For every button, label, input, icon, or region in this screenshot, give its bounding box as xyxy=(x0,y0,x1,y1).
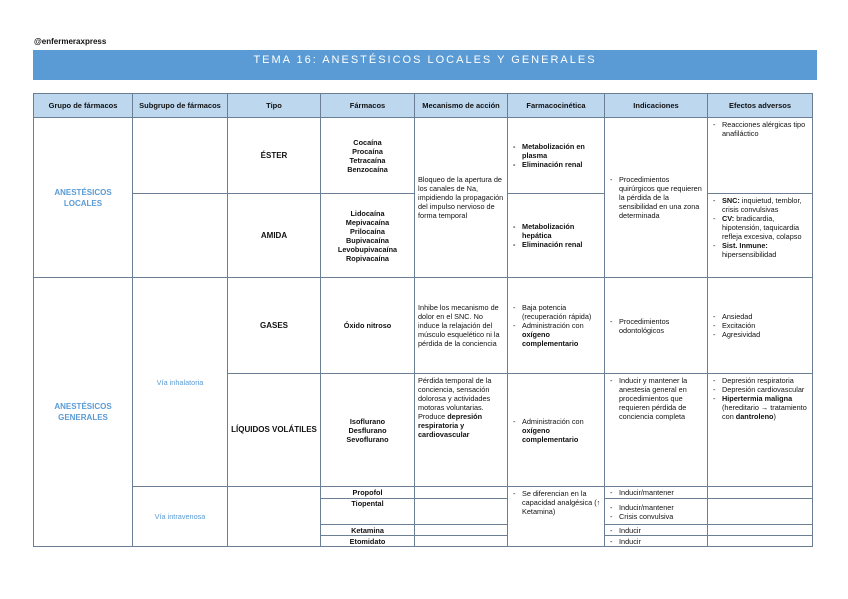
tipo-cell xyxy=(228,487,321,547)
mecanismo-cell xyxy=(415,536,508,547)
indicacion-propofol: - Inducir/mantener xyxy=(605,487,708,499)
farmaco-tiopental: Tiopental xyxy=(321,499,415,525)
tipo-amida: AMIDA xyxy=(228,194,321,278)
subgroup-intravenosa: Vía intravenosa xyxy=(133,487,228,547)
mecanismo-liquidos: Pérdida temporal de la conciencia, sensación dolorosa y actividades motoras voluntarias. Produce depresión respiratoria y cardiovascular xyxy=(415,374,508,487)
indicacion-etomidato: - Inducir xyxy=(605,536,708,547)
tipo-ester: ÉSTER xyxy=(228,118,321,194)
header-cell: Indicaciones xyxy=(605,94,708,118)
farmacocinetica-liquidos: - Administración con oxígeno complementario xyxy=(508,374,605,487)
efectos-cell xyxy=(708,499,813,525)
indicacion-locales: - Procedimientos quirúrgicos que requieren la pérdida de la sensibilidad en una zona determinada xyxy=(605,118,708,278)
efectos-cell xyxy=(708,536,813,547)
header-cell: Grupo de fármacos xyxy=(34,94,133,118)
efectos-cell xyxy=(708,487,813,499)
table-row xyxy=(34,487,813,499)
header-row xyxy=(34,94,813,118)
farmacos-liquidos: Isoflurano Desflurano Sevoflurano xyxy=(321,374,415,487)
header-cell: Fármacos xyxy=(321,94,415,118)
page-title: TEMA 16: ANESTÉSICOS LOCALES Y GENERALES xyxy=(33,50,817,80)
farmacos-ester: Cocaína Procaína Tetracaína Benzocaína xyxy=(321,118,415,194)
indicacion-gases: - Procedimientos odontológicos xyxy=(605,278,708,374)
indicacion-liquidos: - Inducir y mantener la anestesia general en procedimientos que requieren pérdida de conciencia completa xyxy=(605,374,708,487)
header-cell: Subgrupo de fármacos xyxy=(133,94,228,118)
header-cell: Farmacocinética xyxy=(508,94,605,118)
farmacocinetica-gases: - Baja potencia (recuperación rápida) - Administración con oxígeno complementario xyxy=(508,278,605,374)
author-handle: @enfermeraxpress xyxy=(34,37,107,46)
tipo-liquidos: LÍQUIDOS VOLÁTILES xyxy=(228,374,321,487)
header-cell: Efectos adversos xyxy=(708,94,813,118)
anesthetics-table xyxy=(33,93,813,547)
efectos-gases: - Ansiedad - Excitación - Agresividad xyxy=(708,278,813,374)
tipo-gases: GASES xyxy=(228,278,321,374)
farmacos-amida: Lidocaína Mepivacaína Prilocaína Bupivacaína Levobupivacaína Ropivacaína xyxy=(321,194,415,278)
subgroup-cell xyxy=(133,118,228,194)
group-locales: ANESTÉSICOS LOCALES xyxy=(34,118,133,278)
group-generales: ANESTÉSICOS GENERALES xyxy=(34,278,133,547)
farmaco-ketamina: Ketamina xyxy=(321,525,415,536)
farmacocinetica-amida: - Metabolización hepática - Eliminación renal xyxy=(508,194,605,278)
header-cell: Tipo xyxy=(228,94,321,118)
indicacion-ketamina: - Inducir xyxy=(605,525,708,536)
subgroup-inhalatoria: Vía inhalatoria xyxy=(133,278,228,487)
farmaco-propofol: Propofol xyxy=(321,487,415,499)
efectos-liquidos: - Depresión respiratoria - Depresión cardiovascular - Hipertermia maligna (hereditario → tratamiento con dantroleno) xyxy=(708,374,813,487)
header-cell: Mecanismo de acción xyxy=(415,94,508,118)
farmaco-gases: Óxido nitroso xyxy=(321,278,415,374)
farmaco-etomidato: Etomidato xyxy=(321,536,415,547)
mecanismo-cell xyxy=(415,525,508,536)
mecanismo-gases: Inhibe los mecanismo de dolor en el SNC. No induce la relajación del músculo esquelético ni la pérdida de la conciencia xyxy=(415,278,508,374)
efectos-ester: - Reacciones alérgicas tipo anafiláctico xyxy=(708,118,813,194)
subgroup-cell xyxy=(133,194,228,278)
efectos-amida: - SNC: inquietud, temblor, crisis convulsivas - CV: bradicardia, hipotensión, taquicardia refleja excesiva, colapso - Sist. Inmune: hipersensibilidad xyxy=(708,194,813,278)
farmacocinetica-ester: - Metabolización en plasma - Eliminación renal xyxy=(508,118,605,194)
efectos-cell xyxy=(708,525,813,536)
table-row xyxy=(34,278,813,374)
farmacocinetica-intravenosa: - Se diferencian en la capacidad analgésica (↑ Ketamina) xyxy=(508,487,605,547)
mecanismo-cell xyxy=(415,499,508,525)
mecanismo-locales: Bloqueo de la apertura de los canales de Na, impidiendo la propagación del impulso nervioso de forma temporal xyxy=(415,118,508,278)
mecanismo-cell xyxy=(415,487,508,499)
table-row xyxy=(34,118,813,194)
indicacion-tiopental: - Inducir/mantener - Crisis convulsiva xyxy=(605,499,708,525)
